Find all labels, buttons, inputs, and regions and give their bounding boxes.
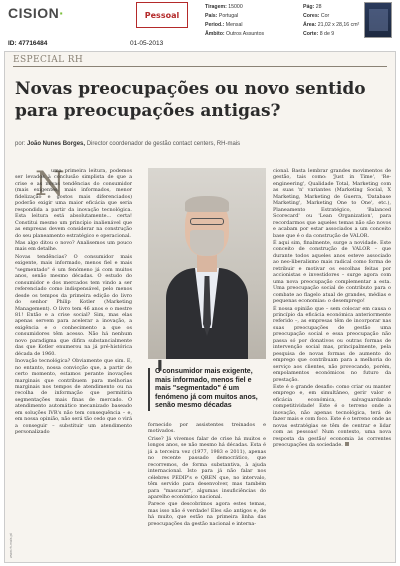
drop-cap: N: [35, 164, 65, 204]
clip-date: 01-05-2013: [130, 40, 164, 47]
metadata-left: Tiragem: 15000 País: Portugal Period.: Mensal Âmbito: Outros Assuntos: [205, 4, 265, 37]
publication-logo: Pessoal: [136, 2, 188, 28]
author-photo: [148, 168, 266, 359]
pull-quote: ▐ O consumidor mais exigente, mais informado, menos fiel e mais "segmentado" é um fenómeno já com muitos anos, senão mesmo décadas: [148, 368, 266, 411]
metadata-right: Pág: 28 Cores: Cor Área: 21,02 x 28,16 cm² Corte: 8 de 9: [303, 4, 360, 37]
paragraph: cional. Basta lembrar grandes movimentos de gestão, tais como: 'Just in Time', 'Re-engineering', Qualidade Total, Marketing com as suas 'n' variantes (Marketing Social, X Marketing, Marketing de Guerra, 'Database Marketing', Marketing One to One', etc.), Planeamento Estratégico, 'Balanced Scorecard' ou 'Lean Organization', para recordarmos que aqueles temas não são novos e acabam por estar associados a um conceito base que é o da construção de VALOR.: [273, 168, 391, 239]
paragraph: Este é o grande desafio: como criar ou manter emprego e, em simultâneo, gerir valor e eficácia económica, salvaguardando competitividade! Este é o terreno onde a inovação, não apenas tecnológica, terá de fazer mais e com foco. Este é o terreno onde as novas estratégias se têm de centrar e lidar com as pessoas! Num contexto, uma nova resposta da gestão/ economia às correntes preocupações da sociedade.: [273, 383, 391, 449]
quote-mark-icon: ▐: [155, 360, 162, 370]
article-column-3: [273, 168, 391, 563]
article-column-1: [15, 164, 132, 563]
section-label: ESPECIAL RH: [13, 55, 84, 65]
clip-id: ID: 47716484: [8, 40, 48, 47]
paragraph: Inovação tecnológica? Obviamente que sim. E, no entanto, nossa convicção que, a partir de certo momento, estamos perante inovações marginais que contribuem para melhorias marginais nos tempos de atendimento ou na recolha de informação que permitiria segmentações mais finas de mercado. O atendimento automático mecanizado baseado em soluções IVR's não tem consequência – e, em nossa opinião, não será tão cedo que o virá a conseguir – substituir um atendimento personalizado: [15, 358, 132, 436]
magazine-cover-thumbnail: [364, 2, 392, 38]
paragraph: Crise? Já vivemos falar de crise há muitos e longos anos, se não mesmo há décadas. Esta é já a terceira vez (1977, 1983 e 2011), apenas no recente passado democrático, que recorremos, de forma substantiva, à ajuda internacional. Isto para já não falar nos célebres PEDIP's e QREN que, no intervalo, têm servido para desenvolver, mas também para "mascarar", algumas insuficiências do aparelho económico nacional.: [148, 435, 266, 500]
brand-logo: CISION·: [8, 5, 65, 21]
paragraph: É aqui sim, finalmente, surge a novidade. Este conceito de construção de VALOR – que durante todos aqueles anos esteve associado ao neo-liberalismo mais radical como forma de retribuir e motivar os escolhas feitas por accionistas e investidores – surge agora com uma nova preocupação complementar a esta. Uma preocupação social de contributo para o combate ao flagelo atual de grandes, médias e pequenas economias: o desemprego!: [273, 239, 391, 305]
paragraph: fornecido por assistentes treinados e motivados.: [148, 422, 266, 435]
paragraph: Novas tendências? O consumidor mais exigente, mais informado, menos fiel e mais "segmentado" é um fenómeno já com muitos anos, senão mesmo décadas. O estudo do consumidor e dos mercados tem vindo a ser referenciado como indispensável, pelo menos desde os tempos da primeira edição do livro do senhor Philip Kotler (Marketing Management). O livro tem 46 anos e o mestre 81! Então e a crise social? Sim, mas elas apenas servem para acelerar a inovação, a exigência e o conhecimento a que os consumidores têm acesso. Não há nenhum novo paradigma que difira substancialmente das que Kotler enumerou na já pré-histórica década de 1960.: [15, 253, 132, 357]
author-name: João Nunes Borges,: [27, 141, 86, 147]
author-role: Director coordenador de gestão contact centers, RH-mais: [86, 141, 241, 147]
paragraph: É nossa opinião que – sem colocar em causa o princípio da eficácia económica anteriormente referido –, as empresas têm de incorporar nas suas preocupações de gestão uma preocupação social e essa preocupação não passa só por donativos ou outras formas de intervenção social mas, principalmente, pela pesquisa de novas formas de aumento do emprego que contribuam para a melhoria do serviço aos clientes, não provocando, porém, empolamentos económicos no futuro da prestação.: [273, 305, 391, 383]
photo-credit: www.rh-mais.pt: [9, 533, 13, 558]
clipping-header: [0, 0, 400, 48]
byline: por: João Nunes Borges, Director coordenador de gestão contact centers, RH-mais: [15, 141, 241, 147]
article-column-2: [148, 422, 266, 562]
headline: Novas preocupações ou novo sentido para preocupações antigas?: [15, 79, 366, 121]
article-page: [4, 51, 396, 563]
paragraph: uma primeira leitura, podemos ser levados à conclusão simplista de que a crise e as novas tendências do consumidor (mais exigentes, mais informados, menor fidelização e gostos mais diferenciados) poderão exigir uma maior eficácia que seria respondida a partir da inovação tecnológica. Esta leitura está absolutamente… certa! Constitui mesmo um princípio inalienável que as empresas devem considerar na construção do seu planeamento estratégico e operacional.: [15, 168, 132, 239]
section-divider: [13, 66, 387, 67]
end-of-article-icon: [345, 442, 349, 446]
paragraph: Parece que descobrimos agora estes temas, mas isso não é verdade! Eles são antigos e, de há muito, que estão na primeira linha das preocupações da gestão nacional e interna-: [148, 501, 266, 527]
paragraph: Mas algo ditou o novo? Analisemos um pouco mais em detalhe.: [15, 239, 132, 253]
